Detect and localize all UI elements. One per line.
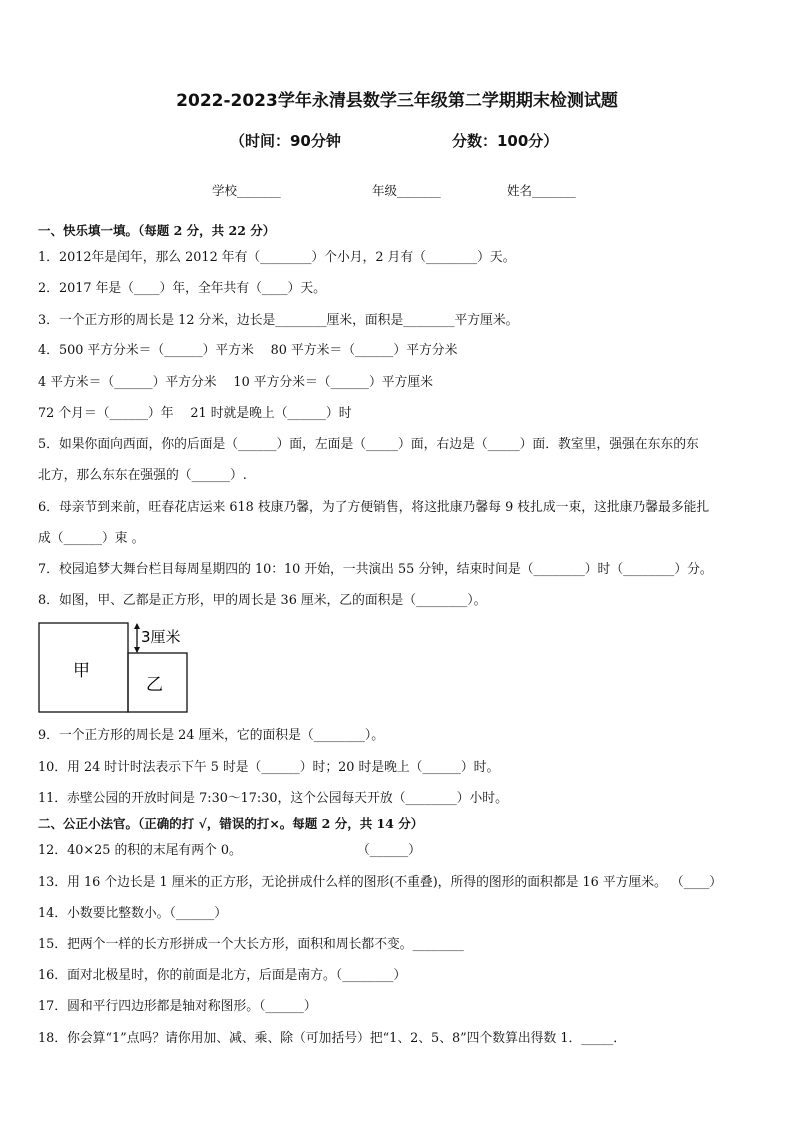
name-field: 姓名_______ xyxy=(507,183,576,198)
question-line: 16．面对北极星时，你的前面是北方，后面是南方。（________） xyxy=(38,968,407,983)
question-line: 15．把两个一样的长方形拼成一个大长方形，面积和周长都不变。________ xyxy=(38,937,464,952)
question-line: 9．一个正方形的周长是 24 厘米，它的面积是（________）。 xyxy=(38,728,385,743)
square-figure xyxy=(38,622,198,714)
question-line: 6．母亲节到来前，旺春花店运来 618 枝康乃馨，为了方便销售，将这批康乃馨每 9 枝扎成一束，这批康乃馨最多能扎 xyxy=(38,500,710,515)
arrow-head-up xyxy=(134,623,140,629)
question-line: 13．用 16 个边长是 1 厘米的正方形，无论拼成什么样的图形(不重叠)，所得的图形的面积都是 16 平方厘米。 （____） xyxy=(38,875,723,890)
time-label: （时间：90分钟 xyxy=(230,132,341,150)
question-line: 18．你会算“1”点吗？请你用加、减、乘、除（可加括号）把“1、2、5、8”四个数算出得数 1．_____． xyxy=(38,1031,627,1046)
question-line: 5．如果你面向西面，你的后面是（______）面，左面是（_____）面，右边是（_____）面．教室里，强强在东东的东 xyxy=(38,437,699,452)
question-line: 14．小数要比整数小。（______） xyxy=(38,906,228,921)
question-line: 4．500 平方分米＝（______）平方米 80 平方米＝（______）平方分米 xyxy=(38,343,458,358)
question-line: 3．一个正方形的周长是 12 分米，边长是________厘米，面积是________平方厘米。 xyxy=(38,313,519,328)
dimension-label: 3厘米 xyxy=(141,628,181,646)
question-line: 成（______）束 。 xyxy=(38,531,145,546)
question-line: 7．校园追梦大舞台栏目每周星期四的 10：10 开始，一共演出 55 分钟，结束时间是（________）时（________）分。 xyxy=(38,562,713,577)
question-line: 72 个月＝（______）年 21 时就是晚上（______）时 xyxy=(38,406,352,421)
school-field: 学校_______ xyxy=(212,183,281,198)
score-label: 分数：100分） xyxy=(452,132,559,150)
page-title: 2022-2023学年永清县数学三年级第二学期期末检测试题 xyxy=(176,91,618,111)
section-heading: 二、公正小法官。（正确的打 √，错误的打×。每题 2 分，共 14 分） xyxy=(38,816,424,831)
label-jia: 甲 xyxy=(73,661,90,681)
question-line: 12．40×25 的积的末尾有两个 0。 （______） xyxy=(38,843,421,858)
label-yi: 乙 xyxy=(146,675,163,695)
grade-field: 年级_______ xyxy=(372,183,441,198)
question-line: 1．2012年是闰年，那么 2012 年有（________）个小月，2 月有（________）天。 xyxy=(38,250,516,265)
question-line: 11．赤壁公园的开放时间是 7:30～17:30，这个公园每天开放（________）小时。 xyxy=(38,791,508,806)
question-line: 4 平方米＝（______）平方分米 10 平方分米＝（______）平方厘米 xyxy=(38,375,433,390)
arrow-head-down xyxy=(134,647,140,653)
question-line: 北方，那么东东在强强的（______）. xyxy=(38,468,247,483)
section-heading: 一、快乐填一填。（每题 2 分，共 22 分） xyxy=(38,223,276,238)
question-line: 2．2017 年是（____）年，全年共有（____）天。 xyxy=(38,281,326,296)
question-line: 17．圆和平行四边形都是轴对称图形。（______） xyxy=(38,999,317,1014)
question-line: 10．用 24 时计时法表示下午 5 时是（______）时；20 时是晚上（______）时。 xyxy=(38,760,500,775)
question-line: 8．如图，甲、乙都是正方形，甲的周长是 36 厘米，乙的面积是（________）。 xyxy=(38,593,487,608)
